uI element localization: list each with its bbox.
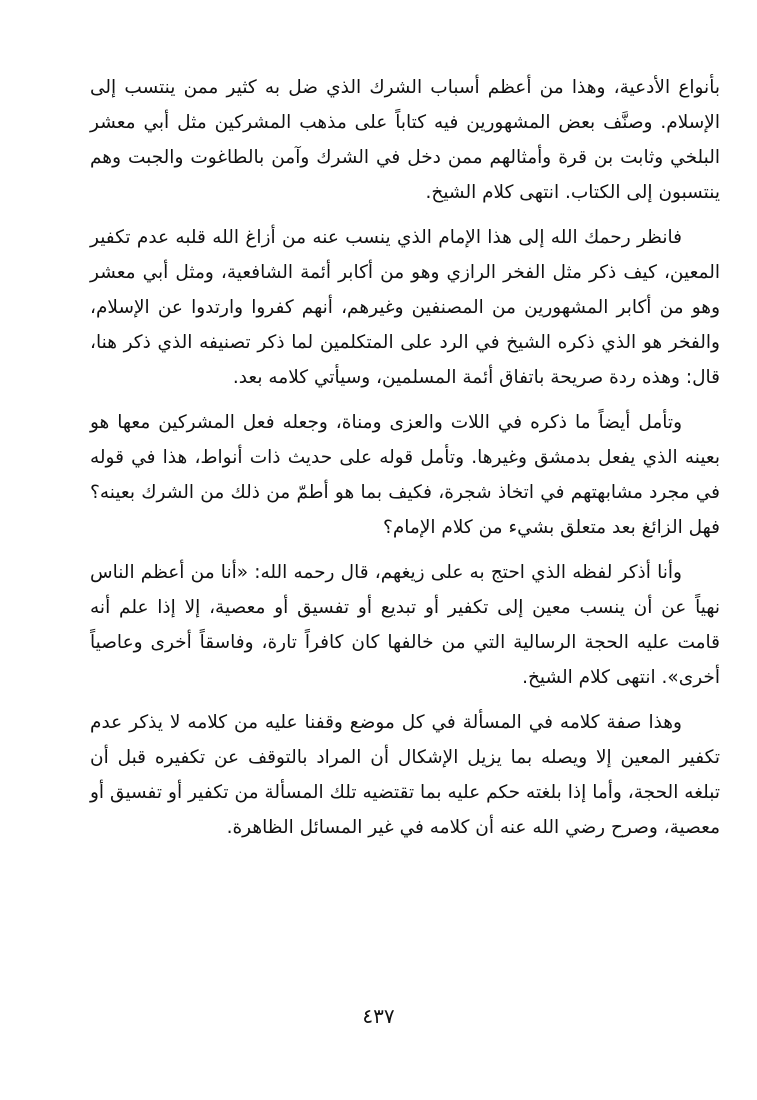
paragraph-3: وتأمل أيضاً ما ذكره في اللات والعزى ومناة، وجعله فعل المشركين معها هو بعينه الذي يفعل بدمشق وغيرها. وتأمل قوله على حديث ذات أنواط، هذا في قوله في مجرد مشابهتهم في اتخاذ شجرة، فكيف بما هو أطمّ من ذلك من الشرك بعينه؟ فهل الزائغ بعد متعلق بشيء من كلام الإمام؟ bbox=[90, 412, 720, 538]
book-page bbox=[90, 70, 720, 1030]
paragraph-1: بأنواع الأدعية، وهذا من أعظم أسباب الشرك الذي ضل به كثير ممن ينتسب إلى الإسلام. وصنَّف بعض المشهورين فيه كتاباً على مذهب المشركين مثل أبي معشر البلخي وثابت بن قرة وأمثالهم ممن دخل في الشرك وآمن بالطاغوت والجبت وهم ينتسبون إلى الكتاب. انتهى كلام الشيخ. bbox=[90, 77, 720, 203]
page-number: ٤٣٧ bbox=[362, 1004, 395, 1028]
paragraph-2: فانظر رحمك الله إلى هذا الإمام الذي ينسب عنه من أزاغ الله قلبه عدم تكفير المعين، كيف ذكر مثل الفخر الرازي وهو من أكابر أئمة الشافعية، ومثل أبي معشر وهو من أكابر المشهورين من المصنفين وغيرهم، أنهم كفروا وارتدوا عن الإسلام، والفخر هو الذي ذكره الشيخ في الرد على المتكلمين لما ذكر تصنيفه الذي ذكر هنا، قال: وهذه ردة صريحة باتفاق أئمة المسلمين، وسيأتي كلامه بعد. bbox=[90, 227, 720, 388]
paragraph-5: وهذا صفة كلامه في المسألة في كل موضع وقفنا عليه من كلامه لا يذكر عدم تكفير المعين إلا ويصله بما يزيل الإشكال أن المراد بالتوقف عن تكفيره قبل أن تبلغه الحجة، وأما إذا بلغته حكم عليه بما تقتضيه تلك المسألة من تكفير أو تفسيق أو معصية، وصرح رضي الله عنه أن كلامه في غير المسائل الظاهرة. bbox=[90, 712, 720, 838]
paragraph-4: وأنا أذكر لفظه الذي احتج به على زيغهم، قال رحمه الله: «أنا من أعظم الناس نهياً عن أن ينسب معين إلى تكفير أو تبديع أو تفسيق أو معصية، إلا إذا علم أنه قامت عليه الحجة الرسالية التي من خالفها كان كافراً تارة، وفاسقاً أخرى وعاصياً أخرى». انتهى كلام الشيخ. bbox=[90, 562, 720, 688]
